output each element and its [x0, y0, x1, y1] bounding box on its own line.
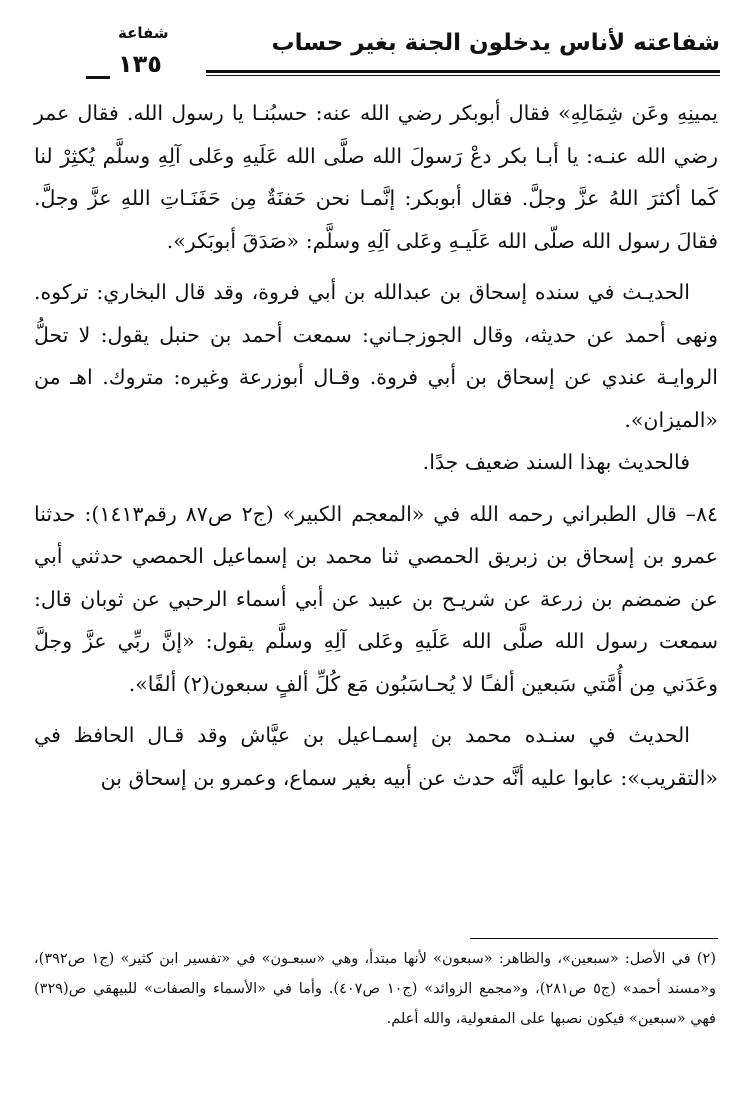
footnote-separator	[470, 938, 718, 939]
main-text	[34, 92, 718, 799]
page-number: ١٣٥	[118, 50, 162, 78]
footnote	[34, 944, 716, 1034]
paragraph-chain-critique: الحديـث في سنده إسحاق بن عبدالله بن أبي فروة، وقد قال البخاري: تركوه. ونهى أحمد عن حديثه، وقال الجوزجـاني: سمعت أحمد بن حنبل يقول: لا تحلُّ الروايـة عندي عن إسحاق بن أبي فروة. وقـال أبوزرعة وغيره: متروك. اهـ من «الميزان».	[34, 280, 718, 432]
paragraph-hadith-84: ٨٤– قال الطبراني رحمه الله في «المعجم الكبير» (ج٢ ص٨٧ رقم١٤١٣): حدثنا عمرو بن إسحاق بن زبريق الحمصي ثنا محمد بن إسماعيل الحمصي حدثني أبي عن ضمضم بن زرعة عن شريـح بن عبيد عن أبي أسماء الرحبي عن ثوبان قال: سمعت رسول الله صلَّى الله عَلَيهِ وعَلى آلِهِ وسلَّم يقول: «إنَّ ربِّي عزَّ وجلَّ وعَدَني مِن أُمَّتي سَبعين ألفـًا لا يُحـاسَبُون مَع كُلِّ ألفٍ سبعون(٢) ألفًا».	[34, 501, 719, 696]
paragraph-verdict: فالحديث بهذا السند ضعيف جدًا.	[422, 450, 690, 474]
running-header	[88, 24, 720, 78]
header-corner-dash	[86, 76, 110, 79]
paragraph-hadith-continuation: يمينِهِ وعَن شِمَالِهِ» فقال أبوبكر رضي الله عنه: حسبُنـا يا رسول الله. فقال عمر رضي الله عنـه: يا أبـا بكر دعْ رَسولَ الله صلَّى الله عَلَيهِ وعَلى آلِهِ وسلَّم يُكثِرْ لنا كَما أكثرَ اللهُ عزَّ وجلَّ. فقال أبوبكر: إنَّمـا نحن حَفنَةٌ مِن حَفَنَـاتِ اللهِ عزَّ وجلَّ. فقالَ رسول الله صلّى الله عَلَيـهِ وعَلى آلِهِ وسلَّم: «صَدَقَ أبوبَكر».	[34, 101, 718, 253]
footnote-text: (٢) في الأصل: «سبعين»، والظاهر: «سبعون» لأنها مبتدأ، وهي «سبعـون» في «تفسير ابن كثير» (ج١ ص٣٩٢)، و«مسند أحمد» (ج٥ ص٢٨١)، و«مجمع الزوائد» (ج١٠ ص٤٠٧). وأما في «الأسماء والصفات» للبيهقي ص(٣٢٩) فهي «سبعين» فيكون نصبها على المفعولية، والله أعلم.	[34, 951, 717, 1027]
book-mark: شفاعة	[118, 24, 169, 42]
header-rule	[206, 70, 720, 73]
header-rule-thin	[206, 75, 720, 76]
paragraph-chain-critique-2: الحديث في سنـده محمد بن إسمـاعيل بن عيَّاش وقد قـال الحافظ في «التقريب»: عابوا عليه أنَّه حدث عن أبيه بغير سماع، وعمرو بن إسحاق بن	[34, 723, 718, 790]
page-title: شفاعته لأناس يدخلون الجنة بغير حساب	[271, 30, 720, 56]
